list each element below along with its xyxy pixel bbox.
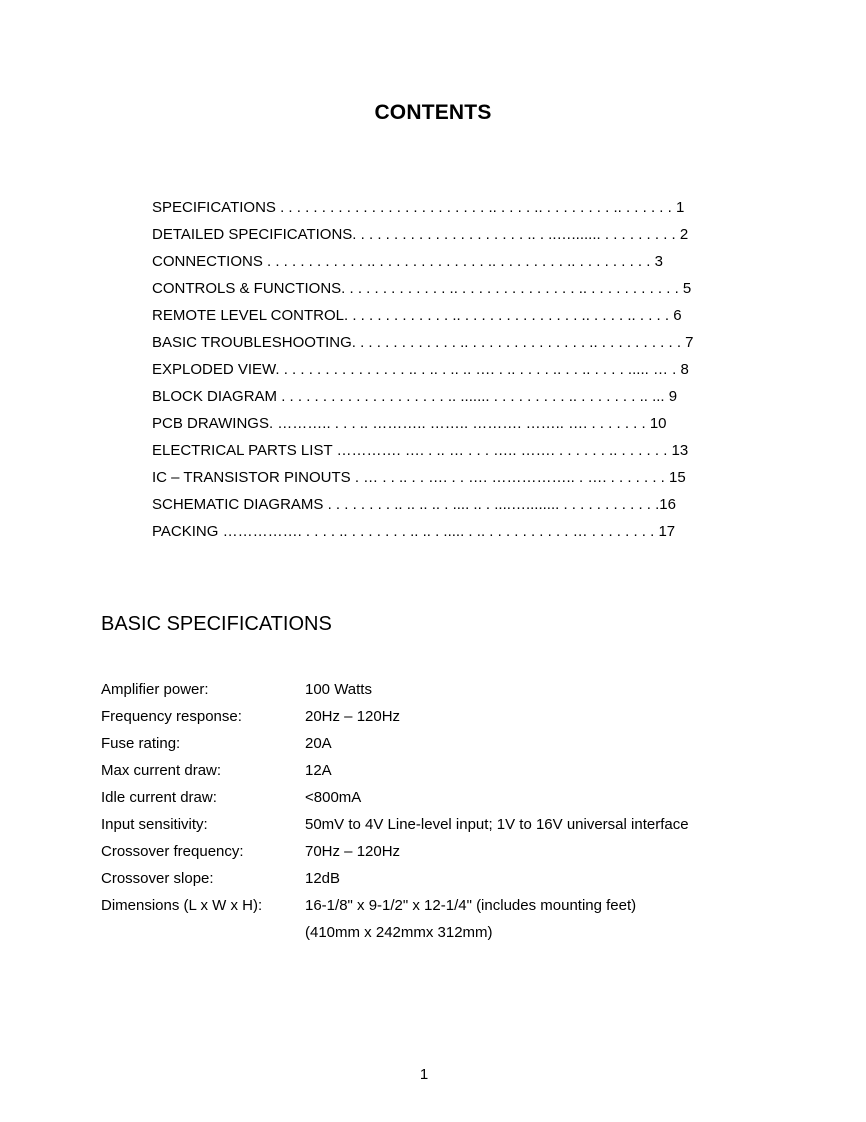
toc-entry: BASIC TROUBLESHOOTING. . . . . . . . . . . . . .. . . . . . . . . . . . . . . .. . . . . . . . . . . 7 (152, 334, 694, 351)
toc-entry: BLOCK DIAGRAM . . . . . . . . . . . . . . . . . . . . .. ....... . . . . . . . . . .. . . . . . . . .. ... 9 (152, 388, 678, 405)
spec-value: 16-1/8" x 9-1/2" x 12-1/4" (includes mounting feet) (305, 897, 637, 914)
toc-entry: PCB DRAWINGS. ……….. . . . .. ……….. …….. ………. …….. …. . . . . . . . 10 (152, 415, 667, 432)
spec-value: 12A (305, 762, 332, 779)
toc-entry: CONTROLS & FUNCTIONS. . . . . . . . . . . . . .. . . . . . . . . . . . . . . .. . . . . . . . . . . . 5 (152, 280, 692, 297)
toc-entry: REMOTE LEVEL CONTROL. . . . . . . . . . . . . .. . . . . . . . . . . . . . . .. . . . . .. . . . . 6 (152, 307, 682, 324)
spec-value: 12dB (305, 870, 341, 887)
spec-label: Idle current draw: (101, 789, 217, 806)
spec-row (101, 869, 741, 896)
spec-label: Dimensions (L x W x H): (101, 897, 263, 914)
spec-label: Crossover frequency: (101, 843, 244, 860)
toc-entry: PACKING ……………. . . . . .. . . . . . . . .. .. . ..... . .. . . . . . . . . . . … . . . . . . . . 17 (152, 523, 676, 540)
spec-row (101, 734, 741, 761)
spec-label: Max current draw: (101, 762, 222, 779)
spec-row (101, 923, 741, 950)
spec-label: Crossover slope: (101, 870, 214, 887)
toc-entry: CONNECTIONS . . . . . . . . . . . . .. . . . . . . . . . . . . . .. . . . . . . . . .. . . . . . . . . . 3 (152, 253, 663, 270)
page-number: 1 (419, 1066, 429, 1083)
page-title: CONTENTS (374, 101, 492, 124)
toc-entry: EXPLODED VIEW. . . . . . . . . . . . . . . . .. . .. . .. .. …. . .. . . . . .. . . .. . . . . ..... … . 8 (152, 361, 689, 378)
spec-row (101, 707, 741, 734)
spec-label: Frequency response: (101, 708, 242, 725)
toc-entry: DETAILED SPECIFICATIONS. . . . . . . . . . . . . . . . . . . . . .. . ..…....... . . . . . . . . . 2 (152, 226, 689, 243)
spec-row (101, 680, 741, 707)
spec-value: 100 Watts (305, 681, 372, 698)
spec-row (101, 788, 741, 815)
spec-label: Amplifier power: (101, 681, 209, 698)
spec-row (101, 896, 741, 923)
spec-label: Input sensitivity: (101, 816, 208, 833)
spec-value: 20Hz – 120Hz (305, 708, 401, 725)
specifications-table (101, 680, 741, 950)
spec-label: Fuse rating: (101, 735, 181, 752)
toc-entry: SPECIFICATIONS . . . . . . . . . . . . . . . . . . . . . . . . . .. . . . . .. . . . . . . . . .. . . . . . . 1 (152, 199, 685, 216)
spec-value: <800mA (305, 789, 362, 806)
spec-value: 50mV to 4V Line-level input; 1V to 16V universal interface (305, 816, 689, 833)
section-heading: BASIC SPECIFICATIONS (101, 613, 332, 635)
toc-entry: ELECTRICAL PARTS LIST …………. …. . .. … . . . ….. ……. . . . . . . .. . . . . . . 13 (152, 442, 689, 459)
spec-row (101, 842, 741, 869)
table-of-contents (152, 198, 714, 549)
toc-entry: SCHEMATIC DIAGRAMS . . . . . . . . .. .. .. .. . .... .. . ....…........ . . . . . . . . . . . .16 (152, 496, 676, 513)
spec-value: (410mm x 242mmx 312mm) (305, 924, 493, 941)
toc-entry: IC – TRANSISTOR PINOUTS . … . . .. . . …. . . …. …………….. . …. . . . . . . . 15 (152, 469, 686, 486)
spec-row (101, 815, 741, 842)
spec-row (101, 761, 741, 788)
spec-value: 70Hz – 120Hz (305, 843, 401, 860)
spec-value: 20A (305, 735, 332, 752)
